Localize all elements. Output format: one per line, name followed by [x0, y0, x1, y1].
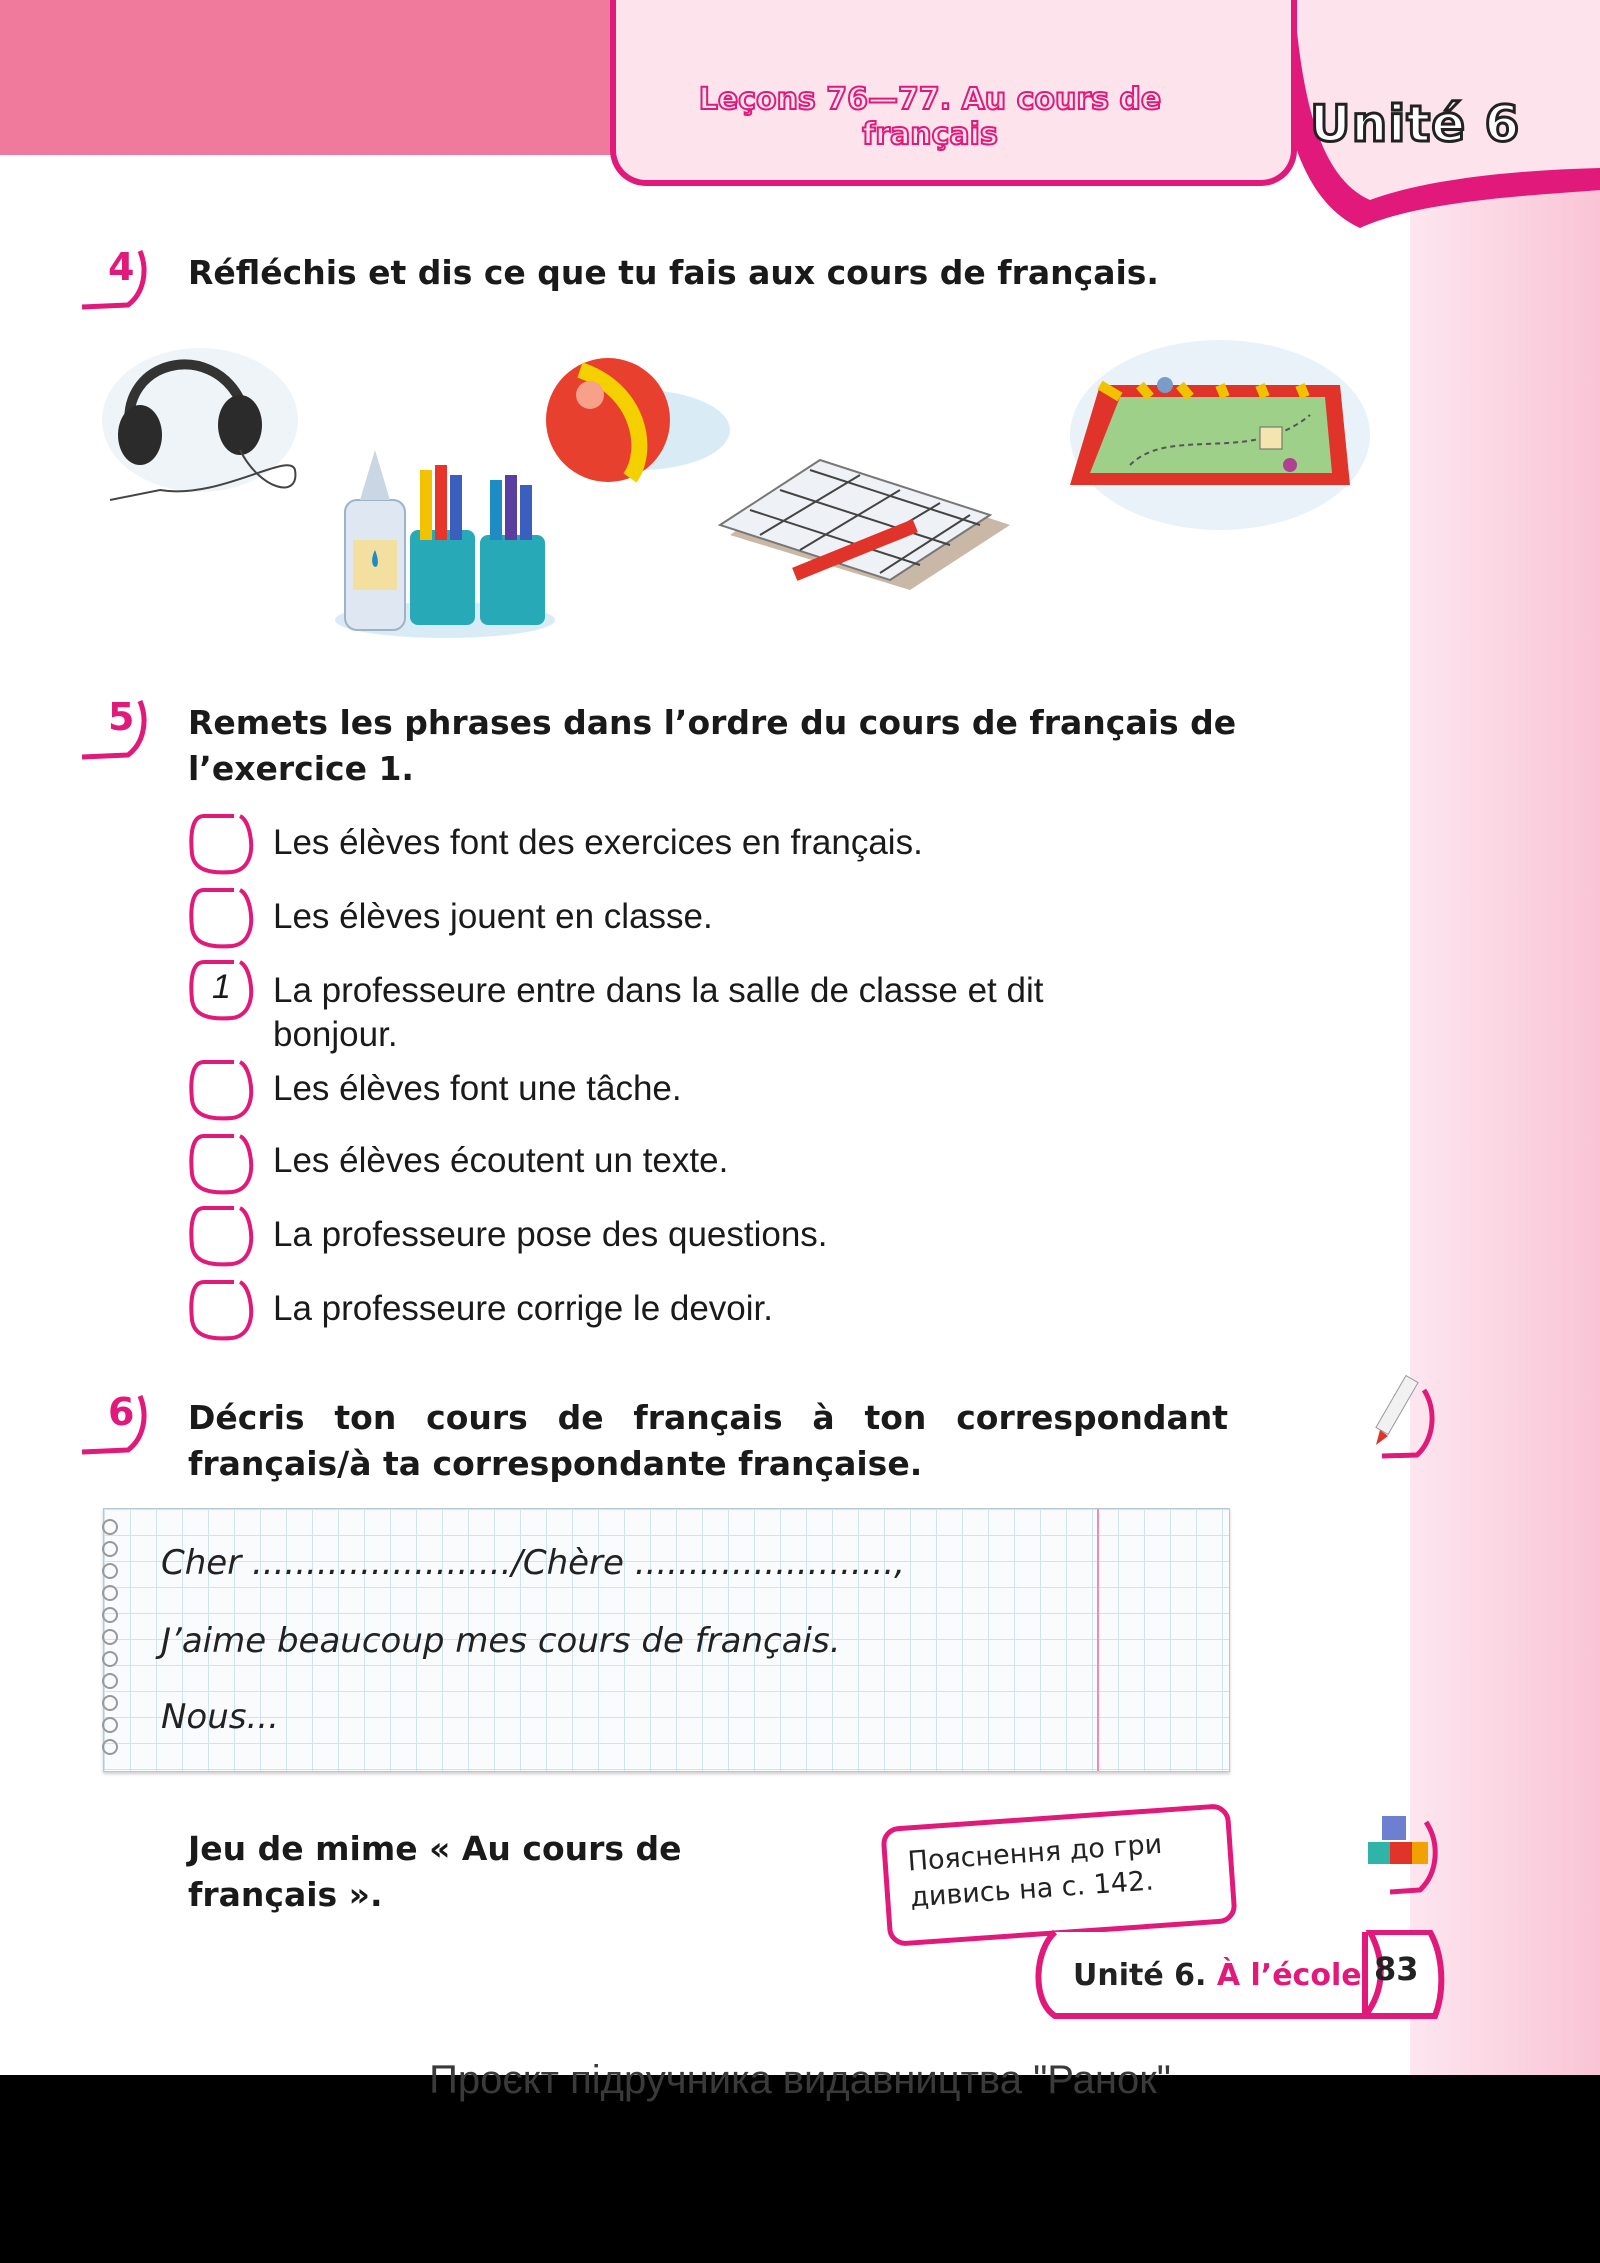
exercise-5-instruction-line2: l’exercice 1.	[188, 749, 414, 788]
header-pink-bar	[0, 0, 620, 155]
order-box-number: 1	[212, 968, 231, 1006]
order-item-text-continued: bonjour.	[273, 1015, 398, 1054]
letter-greeting-line: Cher ......................../Chère ........................,	[161, 1543, 905, 1583]
spiral-binding-icon	[98, 1517, 128, 1767]
grid-worksheets-icon	[710, 455, 1030, 595]
game-title-line1: Jeu de mime « Au cours de	[188, 1829, 682, 1868]
exercise-number-label: 6	[108, 1390, 135, 1434]
order-box[interactable]	[188, 960, 250, 1018]
side-margin-band	[1410, 0, 1600, 2075]
dice-blocks-icon	[1360, 1808, 1445, 1898]
exercise-number-label: 5	[108, 695, 135, 739]
board-game-icon	[1050, 335, 1370, 530]
order-item-text: La professeure corrige le devoir.	[273, 1289, 773, 1328]
letter-start-line: Nous...	[161, 1697, 279, 1737]
order-box[interactable]	[188, 888, 250, 946]
bottom-black-band	[0, 2075, 1600, 2263]
order-box[interactable]	[188, 1206, 250, 1264]
writing-notebook[interactable]	[103, 1508, 1230, 1772]
exercise-6-instruction-line2: français/à ta correspondante française.	[188, 1444, 923, 1483]
order-box[interactable]	[188, 1134, 250, 1192]
lesson-title: Leçons 76—77. Au cours de français	[698, 82, 1162, 152]
footer-unit: Unité 6.	[1073, 1958, 1207, 1993]
exercise-number-label: 4	[108, 245, 135, 289]
watermark-text: Проєкт підручника видавництва "Ранок"	[429, 2058, 1171, 2102]
exercise-4-instruction: Réfléchis et dis ce que tu fais aux cours de français.	[188, 253, 1159, 292]
glue-and-pencils-icon	[325, 440, 555, 640]
order-box[interactable]	[188, 1280, 250, 1338]
order-item-text: Les élèves font une tâche.	[273, 1069, 682, 1108]
pencil-icon	[1362, 1370, 1447, 1460]
order-box[interactable]	[188, 1060, 250, 1118]
footer-unit-label	[1073, 1958, 1362, 1993]
order-item-text: Les élèves écoutent un texte.	[273, 1141, 729, 1180]
game-note-line1: Пояснення до гри	[906, 1828, 1164, 1878]
notebook-margin-line	[1097, 1509, 1099, 1771]
exercise-6-number	[78, 1390, 148, 1450]
game-title-line2: français ».	[188, 1875, 383, 1914]
game-note-line2: дивись на с. 142.	[909, 1865, 1155, 1914]
exercise-4-number	[78, 245, 148, 305]
exercise-6-instruction-line1: Décris ton cours de français à ton correspondant	[188, 1398, 1228, 1437]
footer-topic: À l’école	[1216, 1958, 1362, 1993]
order-item-text: Les élèves jouent en classe.	[273, 897, 713, 936]
page-number: 83	[1374, 1950, 1419, 1988]
order-box[interactable]	[188, 814, 250, 872]
game-note-box	[880, 1803, 1238, 1947]
exercise-5-instruction-line1: Remets les phrases dans l’ordre du cours de français de	[188, 703, 1237, 742]
order-item-text: La professeure pose des questions.	[273, 1215, 828, 1254]
order-item-text: La professeure entre dans la salle de classe et dit	[273, 971, 1044, 1010]
order-item-text: Les élèves font des exercices en français.	[273, 823, 923, 862]
letter-body-line: J’aime beaucoup mes cours de français.	[161, 1621, 841, 1661]
headphones-icon	[100, 340, 310, 510]
exercise-5-number	[78, 695, 148, 755]
unit-title: Unité 6	[1310, 95, 1521, 153]
ball-icon	[540, 350, 730, 500]
